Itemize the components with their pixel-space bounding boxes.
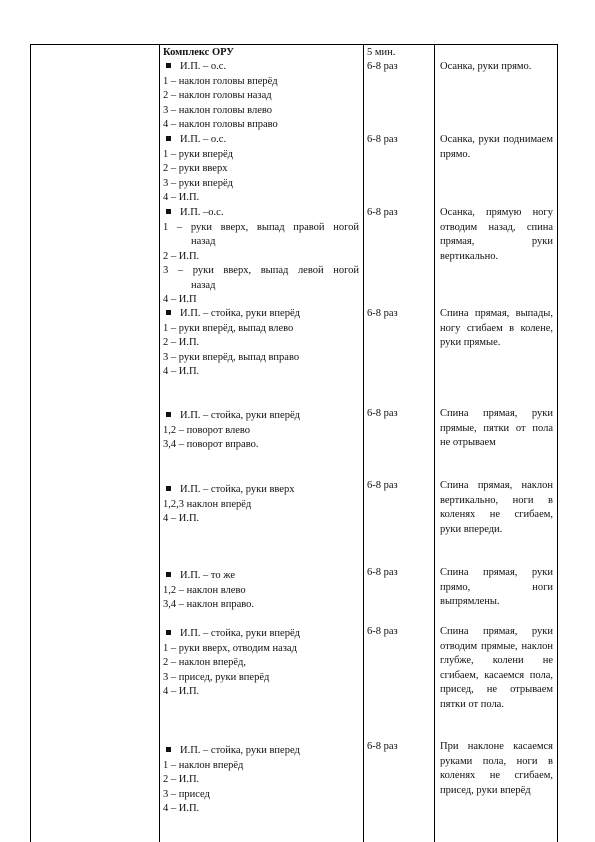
exercise-start-position: И.П. – стойка, руки вперёд — [163, 627, 359, 642]
bullet-icon — [166, 630, 171, 635]
exercise-step: 1 – наклон головы вперёд — [163, 75, 278, 87]
exercise-note: Спина прямая, руки прямо, ноги выпрямлены. — [440, 567, 553, 607]
exercise-step: 1 – руки вверх, выпад правой ногой — [163, 221, 359, 233]
section-duration: 5 мин. — [367, 47, 396, 58]
exercise-step: 1 – руки вверх, отводим назад — [163, 642, 297, 654]
exercise-block — [163, 744, 359, 817]
table-border-col3 — [434, 44, 435, 842]
table-border-col1 — [159, 44, 160, 842]
exercise-start-position: И.П. – стойка, руки вверх — [163, 483, 359, 498]
bullet-icon — [166, 310, 171, 315]
exercise-step: 3 – руки вперёд — [163, 177, 233, 189]
exercise-start-position: И.П. – о.с. — [163, 60, 359, 75]
bullet-icon — [166, 136, 171, 141]
exercise-block — [163, 627, 359, 700]
exercise-dosage: 6-8 раз — [367, 626, 398, 637]
exercise-step: 3 – наклон головы влево — [163, 104, 273, 116]
exercise-step: 3 – руки вверх, выпад левой ногой — [163, 265, 359, 276]
exercise-start-position: И.П. –о.с. — [163, 206, 359, 221]
exercise-step: 4 – И.П. — [163, 803, 200, 814]
bullet-icon — [166, 209, 171, 214]
exercise-step: назад — [191, 279, 216, 291]
exercise-note: Спина прямая, руки прямые, пятки от пола не отрываем — [440, 408, 553, 448]
table-border-left — [30, 44, 31, 842]
exercise-start-position: И.П. – стойка, руки вперед — [163, 744, 359, 759]
table-top-border — [30, 44, 557, 45]
exercise-step: 2 – наклон головы назад — [163, 90, 272, 101]
exercise-block — [163, 206, 359, 308]
exercise-step: 3 – присед, руки вперёд — [163, 671, 270, 683]
bullet-icon — [166, 572, 171, 577]
exercise-dosage: 6-8 раз — [367, 408, 398, 419]
bullet-icon — [166, 412, 171, 417]
exercise-note: Осанка, руки поднимаем прямо. — [440, 134, 553, 160]
exercise-step: 1 – руки вперёд, выпад влево — [163, 322, 294, 334]
bullet-icon — [166, 747, 171, 752]
exercise-note: Осанка, прямую ногу отводим назад, спина прямая, руки вертикально. — [440, 207, 553, 262]
exercise-step: 2 – И.П. — [163, 774, 200, 785]
bullet-icon — [166, 63, 171, 68]
exercise-block — [163, 60, 359, 133]
table-border-col2 — [363, 44, 364, 842]
exercise-start-position: И.П. – стойка, руки вперёд — [163, 409, 359, 424]
exercise-step: 1,2 – поворот влево — [163, 424, 251, 436]
exercise-dosage: 6-8 раз — [367, 741, 398, 752]
exercise-step: 3 – руки вперёд, выпад вправо — [163, 351, 300, 363]
exercise-step: 2 – И.П. — [163, 337, 200, 348]
exercise-dosage: 6-8 раз — [367, 61, 398, 72]
exercise-start-position: И.П. – о.с. — [163, 133, 359, 148]
exercise-block — [163, 307, 359, 380]
exercise-note: Спина прямая, руки отводим прямые, наклон глубже, колени не сгибаем, касаемся пола, присед, не отрываем пятки от пола. — [440, 626, 553, 710]
exercise-step: 4 – наклон головы вправо — [163, 119, 278, 130]
exercise-step: 3,4 – поворот вправо. — [163, 439, 259, 450]
exercise-dosage: 6-8 раз — [367, 134, 398, 145]
exercise-step: 3 – присед — [163, 788, 210, 800]
exercise-step: 1 – руки вперёд — [163, 148, 233, 160]
exercise-start-position: И.П. – стойка, руки вперёд — [163, 307, 359, 322]
exercise-step: 4 – И.П — [163, 294, 197, 305]
exercise-block — [163, 133, 359, 206]
exercise-dosage: 6-8 раз — [367, 480, 398, 491]
exercise-dosage: 6-8 раз — [367, 308, 398, 319]
exercise-step: 4 – И.П. — [163, 686, 200, 697]
exercise-step: 1,2 – наклон влево — [163, 584, 246, 596]
bullet-icon — [166, 486, 171, 491]
exercise-step: 4 – И.П. — [163, 192, 200, 203]
section-title: Комплекс ОРУ — [163, 47, 234, 58]
exercise-step: 3,4 – наклон вправо. — [163, 599, 254, 610]
exercise-note: Спина прямая, выпады, ногу сгибаем в колене, руки прямые. — [440, 308, 553, 348]
exercise-dosage: 6-8 раз — [367, 567, 398, 578]
exercise-step: 4 – И.П. — [163, 366, 200, 377]
exercise-note: Осанка, руки прямо. — [440, 61, 532, 72]
exercise-step: 2 – наклон вперёд, — [163, 657, 246, 668]
exercise-step: 4 – И.П. — [163, 513, 200, 524]
exercise-step: назад — [191, 236, 216, 247]
exercise-block — [163, 483, 359, 527]
exercise-step: 1,2,3 наклон вперёд — [163, 498, 252, 510]
table-border-right — [557, 44, 558, 842]
exercise-start-position: И.П. – то же — [163, 569, 359, 584]
exercise-block — [163, 569, 359, 613]
exercise-block — [163, 409, 359, 453]
exercise-step: 2 – руки вверх — [163, 163, 228, 174]
exercise-step: 1 – наклон вперёд — [163, 759, 244, 771]
exercise-note: При наклоне касаемся руками пола, ноги в коленях не сгибаем, присед, руки вперёд — [440, 741, 553, 796]
exercise-note: Спина прямая, наклон вертикально, ноги в коленях не сгибаем, руки впереди. — [440, 480, 553, 535]
exercise-dosage: 6-8 раз — [367, 207, 398, 218]
exercise-step: 2 – И.П. — [163, 250, 200, 262]
